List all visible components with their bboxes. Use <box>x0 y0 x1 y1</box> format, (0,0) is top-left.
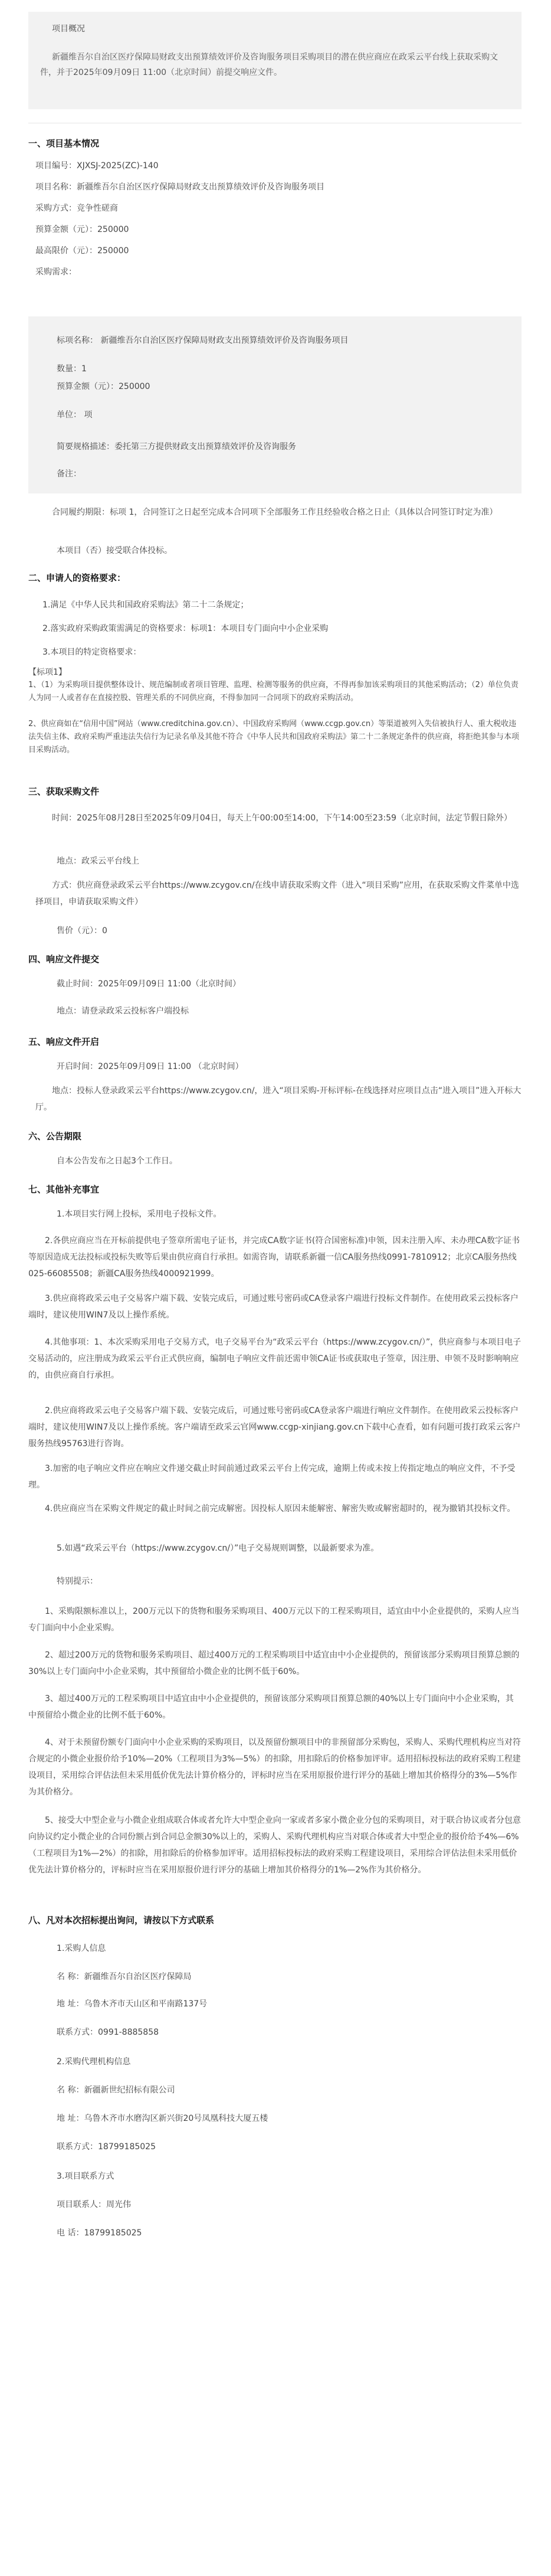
section-heading-notice-period: 六、公告期限 <box>28 1131 82 1142</box>
project-contact-title: 3.项目联系方式 <box>57 2172 114 2181</box>
lot-brief-spec: 简要规格描述：委托第三方提供财政支出预算绩效评价及咨询服务 <box>57 442 296 452</box>
project-contact-person: 项目联系人：周光伟 <box>57 2200 131 2209</box>
other-item-2: 2.各供应商应当在开标前提供电子签章所需电子证书，并完成CA数字证书(符合国密标准)申领，因未注册入库、未办理CA数字证书等原因造成无法投标或投标失败等后果由供应商自行承担。如需咨询，请联系新疆一信CA服务热线0991-7810912；北京CA服务热线025-66085508；新疆CA服务热线4000921999。 <box>28 1236 520 1279</box>
requirements-label: 采购需求： <box>35 267 77 277</box>
special-note-5: 5、接受大中型企业与小微企业组成联合体或者允许大中型企业向一家或者多家小微企业分包的采购项目，对于联合协议或者分包意向协议约定小微企业的合同份额占到合同总金额30%以上的，采购人、采购代理机构应当对联合体或者大中型企业的报价给予4%—6%（工程项目为1%—2%）的扣除，用扣除后的价格参加评审。适用招标投标法的政府采购工程建设项目，采用综合评估法但未采用低价优先法计算价格分的，评标时应当在采用原报价进行评分的基础上增加其价格得分的1%—2%作为其价格分。 <box>28 1816 521 1875</box>
other-item-6: 3.加密的电子响应文件应在响应文件递交截止时间前通过政采云平台上传完成，逾期上传或未按上传指定地点的响应文件，不予受理。 <box>28 1464 516 1490</box>
project-number: 项目编号：XJXSJ-2025(ZC)-140 <box>35 161 159 171</box>
max-price: 最高限价（元）：250000 <box>35 246 129 256</box>
section-heading-qualification: 二、申请人的资格要求： <box>28 573 126 583</box>
section-heading-contact: 八、凡对本次招标提出询问，请按以下方式联系 <box>28 1915 215 1926</box>
qualification-item-3: 3.本项目的特定资格要求： <box>42 648 142 657</box>
document-price: 售价（元）：0 <box>57 926 107 936</box>
procurement-method: 采购方式：竞争性磋商 <box>35 204 118 213</box>
purchaser-info-title: 1.采购人信息 <box>57 1944 106 1953</box>
special-note-1: 1、采购限额标准以上，200万元以下的货物和服务采购项目、400万元以下的工程采购项目，适宜由中小企业提供的，采购人应当专门面向中小企业采购。 <box>28 1607 520 1633</box>
document-method: 方式：供应商登录政采云平台https://www.zcygov.cn/在线申请获取采购文件（进入“项目采购”应用，在获取采购文件菜单中选择项目，申请获取采购文件） <box>35 881 519 907</box>
special-note-2: 2、超过200万元的货物和服务采购项目、超过400万元的工程采购项目中适宜由中小企业提供的，预留该部分采购项目预算总额的30%以上专门面向中小企业采购，其中预留给小微企业的比例不低于60%。 <box>28 1650 520 1676</box>
agency-address: 地 址：乌鲁木齐市水磨沟区新兴街20号凤凰科技大厦五楼 <box>57 2114 268 2123</box>
other-item-3: 3.供应商将政采云电子交易客户端下载、安装完成后，可通过账号密码或CA登录客户端进行投标文件制作。在使用政采云投标客户端时，建议使用WIN7及以上操作系统。 <box>28 1294 519 1320</box>
other-item-4: 4.其他事项：1、本次采购采用电子交易方式，电子交易平台为“政采云平台（https://www.zcygov.cn/）”，供应商参与本项目电子交易活动的，应注册成为政采云平台正式供应商，编制电子响应文件前还需申领CA证书或获取电子签章，因注册、申领不及时影响响应的，由供应商自行承担。 <box>28 1338 522 1380</box>
purchaser-phone: 联系方式：0991-8885858 <box>57 2028 159 2037</box>
lot-remark: 备注： <box>57 469 81 479</box>
lot-unit: 单位： 项 <box>57 410 93 420</box>
qualification-item-1: 1.满足《中华人民共和国政府采购法》第二十二条规定； <box>42 600 249 610</box>
opening-place: 地点：投标人登录政采云平台https://www.zcygov.cn/，进入“项目采购-开标评标-在线选择对应项目点击“进入项目”进入开标大厅。 <box>35 1086 522 1112</box>
project-overview-box <box>28 12 522 109</box>
submission-place: 地点：请登录政采云投标客户端投标 <box>57 1006 189 1016</box>
special-notes-title: 特别提示： <box>57 1577 98 1586</box>
document-time: 时间：2025年08月28日至2025年09月04日，每天上午00:00至14:00，下午14:00至23:59（北京时间，法定节假日除外） <box>52 813 512 823</box>
lot-tag: 【标项1】 <box>28 668 67 677</box>
purchaser-address: 地 址：乌鲁木齐市天山区和平南路137号 <box>57 1999 208 2009</box>
agency-name: 名 称：新疆新世纪招标有限公司 <box>57 2085 175 2095</box>
overview-text: 新疆维吾尔自治区医疗保障局财政支出预算绩效评价及咨询服务项目采购项目的潜在供应商应在政采云平台线上获取采购文件，并于2025年09月09日 11:00（北京时间）前提交响应文件。 <box>40 53 498 77</box>
lot-quantity: 数量：1 <box>57 364 87 374</box>
agency-info-title: 2.采购代理机构信息 <box>57 2057 131 2067</box>
qualification-special-1: 1、（1）为采购项目提供整体设计、规范编制或者项目管理、监理、检测等服务的供应商，不得再参加该采购项目的其他采购活动；（2）单位负责人为同一人或者存在直接控股、管理关系的不同供应商，不得参加同一合同项下的政府采购活动。 <box>28 681 519 702</box>
submission-deadline: 截止时间：2025年09月09日 11:00（北京时间） <box>57 979 241 989</box>
special-note-3: 3、超过400万元的工程采购项目中适宜由中小企业提供的，预留该部分采购项目预算总额的40%以上专门面向中小企业采购，其中预留给小微企业的比例不低于60%。 <box>28 1694 514 1720</box>
overview-title: 项目概况 <box>52 24 85 34</box>
lot-name: 标项名称： 新疆维吾尔自治区医疗保障局财政支出预算绩效评价及咨询服务项目 <box>57 336 349 345</box>
lot-budget: 预算金额（元）：250000 <box>57 382 150 391</box>
section-heading-other: 七、其他补充事宜 <box>28 1184 100 1195</box>
contract-period: 合同履约期限：标项 1，合同签订之日起至完成本合同项下全部服务工作且经验收合格之日止（具体以合同签订时定为准） <box>52 508 498 517</box>
section-heading-submission: 四、响应文件提交 <box>28 954 100 965</box>
section-heading-get-documents: 三、获取采购文件 <box>28 786 100 797</box>
document-place: 地点：政采云平台线上 <box>57 857 139 866</box>
other-item-7: 4.供应商应当在采购文件规定的截止时间之前完成解密。因投标人原因未能解密、解密失败或解密超时的，视为撤销其投标文件。 <box>45 1504 516 1513</box>
project-contact-phone: 电 话：18799185025 <box>57 2228 142 2238</box>
consortium-note: 本项目（否）接受联合体投标。 <box>57 546 172 555</box>
special-note-4: 4、对于未预留份额专门面向中小企业采购的采购项目，以及预留份额项目中的非预留部分采购包，采购人、采购代理机构应当对符合规定的小微企业报价给予10%—20%（工程项目为3%—5%）的扣除，用扣除后的价格参加评审。适用招标投标法的政府采购工程建设项目，采用综合评估法但未采用低价优先法计算价格分的，评标时应当在采用原报价进行评分的基础上增加其价格得分的3%—5%作为其价格分。 <box>28 1738 521 1797</box>
section-heading-opening: 五、响应文件开启 <box>28 1037 100 1047</box>
qualification-item-2: 2.落实政府采购政策需满足的资格要求：标项1：本项目专门面向中小企业采购 <box>42 624 329 633</box>
other-item-1: 1.本项目实行网上投标，采用电子投标文件。 <box>57 1209 222 1219</box>
notice-period-text: 自本公告发布之日起3个工作日。 <box>57 1156 178 1166</box>
other-item-8: 5.如遇“政采云平台（https://www.zcygov.cn/）”电子交易规则调整，以最新要求为准。 <box>57 1544 379 1553</box>
qualification-special-2: 2、供应商如在“信用中国”网站（www.creditchina.gov.cn）、中国政府采购网（www.ccgp.gov.cn）等渠道被列入失信被执行人、重大税收违法失信主体、政府采购严重违法失信行为记录名单及其他不符合《中华人民共和国政府采购法》第二十二条规定条件的供应商，将拒绝其参与本项目采购活动。 <box>28 720 520 754</box>
agency-phone: 联系方式：18799185025 <box>57 2142 156 2152</box>
opening-time: 开启时间：2025年09月09日 11:00 （北京时间） <box>57 1062 244 1071</box>
project-name: 项目名称：新疆维吾尔自治区医疗保障局财政支出预算绩效评价及咨询服务项目 <box>35 182 324 192</box>
other-item-5: 2.供应商将政采云电子交易客户端下载、安装完成后，可通过账号密码或CA登录客户端进行响应文件制作。在使用政采云投标客户端时，建议使用WIN7及以上操作系统。客户端请至政采云官网www.ccgp-xinjiang.gov.cn下载中心查看，如有问题可拨打政采云客户服务热线95763进行咨询。 <box>28 1406 521 1449</box>
budget-amount: 预算金额（元）：250000 <box>35 225 129 234</box>
purchaser-name: 名 称：新疆维吾尔自治区医疗保障局 <box>57 1972 192 1982</box>
section-heading-basic-info: 一、项目基本情况 <box>28 138 100 149</box>
